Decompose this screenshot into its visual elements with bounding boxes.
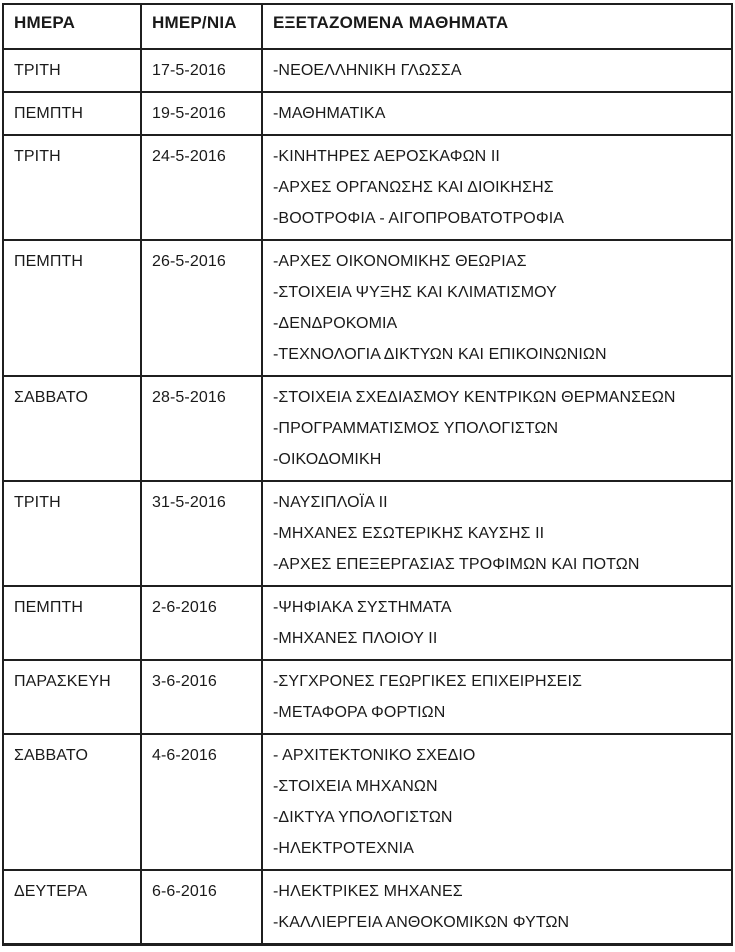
date-cell: 26-5-2016 <box>141 240 262 376</box>
subject-line: -ΜΗΧΑΝΕΣ ΕΣΩΤΕΡΙΚΗΣ ΚΑΥΣΗΣ ΙΙ <box>273 525 545 542</box>
subject-line: -ΜΑΘΗΜΑΤΙΚΑ <box>273 105 386 122</box>
day-cell: ΣΑΒΒΑΤΟ <box>3 376 141 481</box>
date-cell: 6-6-2016 <box>141 870 262 945</box>
date-cell: 28-5-2016 <box>141 376 262 481</box>
date-cell: 31-5-2016 <box>141 481 262 586</box>
subject-line: -ΣΤΟΙΧΕΙΑ ΜΗΧΑΝΩΝ <box>273 778 438 795</box>
table-row <box>3 734 732 870</box>
date-cell: 24-5-2016 <box>141 135 262 240</box>
subject-line: -ΑΡΧΕΣ ΕΠΕΞΕΡΓΑΣΙΑΣ ΤΡΟΦΙΜΩΝ ΚΑΙ ΠΟΤΩΝ <box>273 556 640 573</box>
day-cell: ΠΕΜΠΤΗ <box>3 240 141 376</box>
date-cell: 3-6-2016 <box>141 660 262 734</box>
subject-line: -ΜΗΧΑΝΕΣ ΠΛΟΙΟΥ ΙΙ <box>273 630 438 647</box>
subject-line: -ΣΤΟΙΧΕΙΑ ΨΥΞΗΣ ΚΑΙ ΚΛΙΜΑΤΙΣΜΟΥ <box>273 284 557 301</box>
day-cell: ΤΡΙΤΗ <box>3 49 141 92</box>
date-cell: 17-5-2016 <box>141 49 262 92</box>
subject-line: -ΚΑΛΛΙΕΡΓΕΙΑ ΑΝΘΟΚΟΜΙΚΩΝ ΦΥΤΩΝ <box>273 914 570 931</box>
subject-line: -ΣΥΓΧΡΟΝΕΣ ΓΕΩΡΓΙΚΕΣ ΕΠΙΧΕΙΡΗΣΕΙΣ <box>273 673 582 690</box>
subject-line: -ΠΡΟΓΡΑΜΜΑΤΙΣΜΟΣ ΥΠΟΛΟΓΙΣΤΩΝ <box>273 420 559 437</box>
subject-line: -ΒΟΟΤΡΟΦΙΑ - ΑΙΓΟΠΡΟΒΑΤΟΤΡΟΦΙΑ <box>273 210 565 227</box>
subject-line: -ΗΛΕΚΤΡΙΚΕΣ ΜΗΧΑΝΕΣ <box>273 883 463 900</box>
header-subjects: ΕΞΕΤΑΖΟΜΕΝΑ ΜΑΘΗΜΑΤΑ <box>262 4 732 49</box>
subjects-cell <box>262 481 732 586</box>
header-row <box>3 4 732 49</box>
subjects-cell <box>262 660 732 734</box>
table-row <box>3 481 732 586</box>
day-cell: ΤΡΙΤΗ <box>3 481 141 586</box>
subjects-cell <box>262 49 732 92</box>
exam-schedule-table <box>2 3 733 946</box>
day-cell: ΣΑΒΒΑΤΟ <box>3 734 141 870</box>
subject-line: -ΨΗΦΙΑΚΑ ΣΥΣΤΗΜΑΤΑ <box>273 599 452 616</box>
table-row <box>3 870 732 945</box>
subject-line: -ΚΙΝΗΤΗΡΕΣ ΑΕΡΟΣΚΑΦΩΝ ΙΙ <box>273 148 500 165</box>
subject-line: -ΗΛΕΚΤΡΟΤΕΧΝΙΑ <box>273 840 414 857</box>
date-cell: 19-5-2016 <box>141 92 262 135</box>
subjects-cell <box>262 240 732 376</box>
subject-line: - ΑΡΧΙΤΕΚΤΟΝΙΚΟ ΣΧΕΔΙΟ <box>273 747 476 764</box>
subject-line: -ΣΤΟΙΧΕΙΑ ΣΧΕΔΙΑΣΜΟΥ ΚΕΝΤΡΙΚΩΝ ΘΕΡΜΑΝΣΕΩΝ <box>273 389 676 406</box>
subjects-cell <box>262 586 732 660</box>
date-cell: 4-6-2016 <box>141 734 262 870</box>
day-cell: ΤΡΙΤΗ <box>3 135 141 240</box>
subject-line: -ΤΕΧΝΟΛΟΓΙΑ ΔΙΚΤΥΩΝ ΚΑΙ ΕΠΙΚΟΙΝΩΝΙΩΝ <box>273 346 607 363</box>
table-row <box>3 49 732 92</box>
day-cell: ΠΕΜΠΤΗ <box>3 92 141 135</box>
subject-line: -ΟΙΚΟΔΟΜΙΚΗ <box>273 451 382 468</box>
table-row <box>3 135 732 240</box>
subjects-cell <box>262 135 732 240</box>
day-cell: ΠΕΜΠΤΗ <box>3 586 141 660</box>
subject-line: -ΑΡΧΕΣ ΟΡΓΑΝΩΣΗΣ ΚΑΙ ΔΙΟΙΚΗΣΗΣ <box>273 179 554 196</box>
table-row <box>3 240 732 376</box>
date-cell: 2-6-2016 <box>141 586 262 660</box>
subject-line: -ΝΕΟΕΛΛΗΝΙΚΗ ΓΛΩΣΣΑ <box>273 62 462 79</box>
subject-line: -ΑΡΧΕΣ ΟΙΚΟΝΟΜΙΚΗΣ ΘΕΩΡΙΑΣ <box>273 253 527 270</box>
subjects-cell <box>262 92 732 135</box>
subject-line: -ΔΙΚΤΥΑ ΥΠΟΛΟΓΙΣΤΩΝ <box>273 809 453 826</box>
table-row <box>3 660 732 734</box>
table-row <box>3 376 732 481</box>
subject-line: -ΝΑΥΣΙΠΛΟΪΑ ΙΙ <box>273 494 388 511</box>
header-day: ΗΜΕΡΑ <box>3 4 141 49</box>
subject-line: -ΜΕΤΑΦΟΡΑ ΦΟΡΤΙΩΝ <box>273 704 446 721</box>
table-row <box>3 92 732 135</box>
day-cell: ΠΑΡΑΣΚΕΥΗ <box>3 660 141 734</box>
day-cell: ΔΕΥΤΕΡΑ <box>3 870 141 945</box>
subjects-cell <box>262 734 732 870</box>
subject-line: -ΔΕΝΔΡΟΚΟΜΙΑ <box>273 315 398 332</box>
subjects-cell <box>262 870 732 945</box>
table-row <box>3 586 732 660</box>
header-date: ΗΜΕΡ/ΝΙΑ <box>141 4 262 49</box>
subjects-cell <box>262 376 732 481</box>
